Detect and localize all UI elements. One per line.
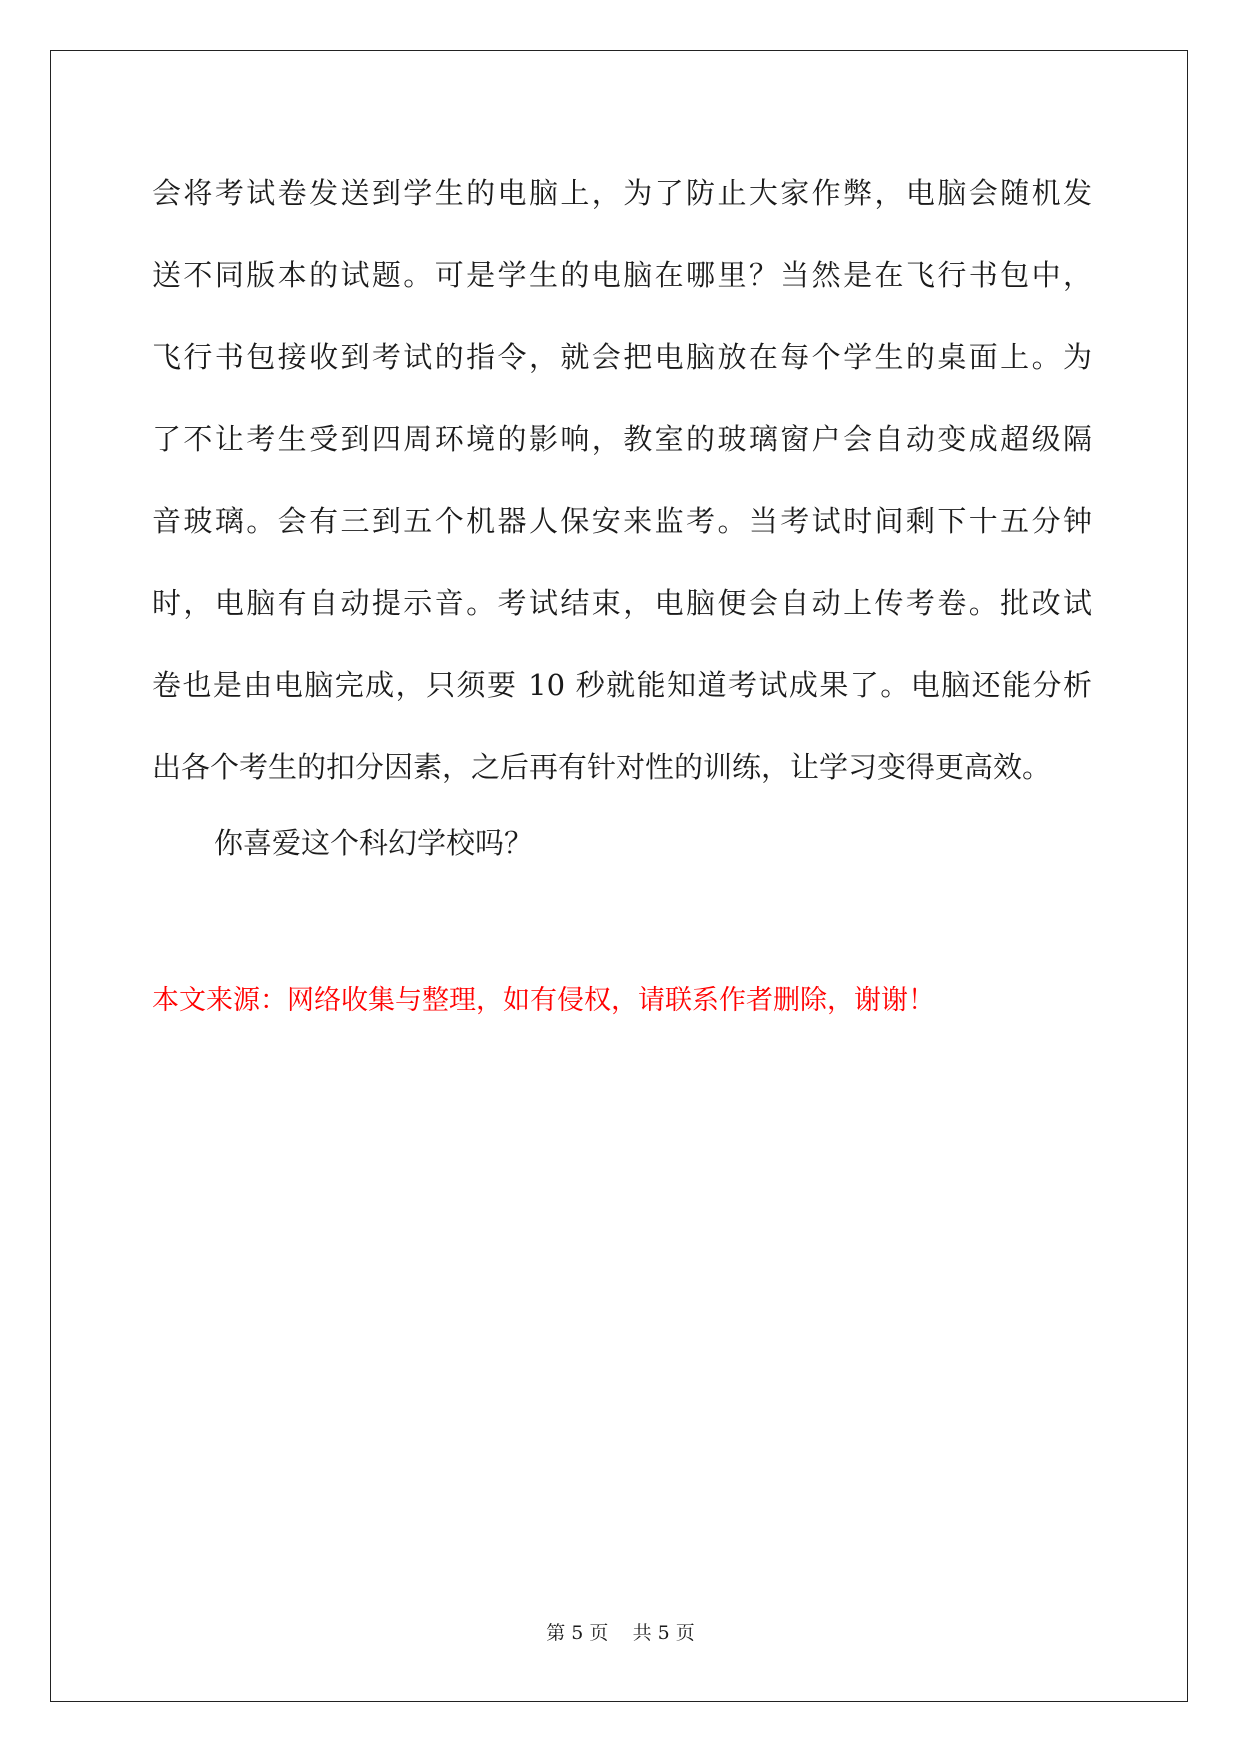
closing-question: 你喜爱这个科幻学校吗？ [214, 826, 534, 860]
body-line-6: 时，电脑有自动提示音。考试结束，电脑便会自动上传考卷。批改试 [152, 586, 1092, 620]
body-line-2: 送不同版本的试题。可是学生的电脑在哪里？当然是在飞行书包中， [152, 258, 1092, 292]
body-line-3: 飞行书包接收到考试的指令，就会把电脑放在每个学生的桌面上。为 [152, 340, 1092, 374]
body-line-7: 卷也是由电脑完成，只须要 10 秒就能知道考试成果了。电脑还能分析 [152, 668, 1092, 702]
body-line-5: 音玻璃。会有三到五个机器人保安来监考。当考试时间剩下十五分钟 [152, 504, 1092, 538]
page-number-footer: 第 5 页 共 5 页 [546, 1622, 695, 1644]
body-text [152, 152, 1092, 808]
body-line-4: 了不让考生受到四周环境的影响，教室的玻璃窗户会自动变成超级隔 [152, 422, 1092, 456]
body-line-1: 会将考试卷发送到学生的电脑上，为了防止大家作弊，电脑会随机发 [152, 176, 1092, 210]
body-line-8: 出各个考生的扣分因素，之后再有针对性的训练，让学习变得更高效。 [152, 750, 1052, 784]
source-notice: 本文来源：网络收集与整理，如有侵权，请联系作者删除，谢谢！ [152, 985, 935, 1016]
